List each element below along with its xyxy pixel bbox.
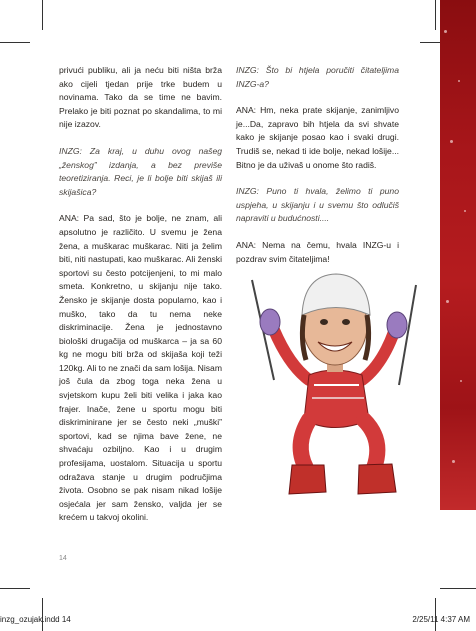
page-number: 14 — [59, 555, 67, 562]
crop-mark — [42, 0, 43, 30]
paragraph-question: INZG: Što bi htjela poručiti čitateljima INZG-a? — [236, 65, 399, 89]
crop-mark — [435, 0, 436, 30]
paragraph-answer: ANA: Nema na čemu, hvala INZG-u i pozdrav svim čitateljima! — [236, 239, 399, 264]
footer-file: inzg_ozujak.indd 14 — [0, 615, 71, 624]
paragraph-question: INZG: Za kraj, u duhu ovog našeg „ženskog” izdanja, a bez previše teoretiziranja. Reci, je li bolje biti skijaš ili skijašica? — [59, 145, 222, 197]
paragraph-answer: privući publiku, ali ja neću biti ništa brža ako cijeli tjedan prije trke budem u novinama. Tako da se time ne bavim. Prelako je biti poznat po skandalima, to mi nije izazov. — [59, 65, 222, 130]
paragraph-answer: ANA: Pa sad, što je bolje, ne znam, ali apsolutno je različito. U svemu je žena žena, a muškarac muškarac. Niti ja želim biti, niti nastupati, kao muškarac. Ali ženski sportovi su često potcijenjeni, to mi malo smeta. Konkretno, u skijanju nije tako. Žensko je skijanje dosta popularno, kao i muško, tako da tu nema neke diskriminacije. Žena je jednostavno biološki drugačija od muškarca – ja sa 60 kg ne mogu biti brža od skijaša koji teži 120kg. Ali to ne znači da sam lošija. Nisam još čula da zbog toga neka žena u svjetskom kupu želi biti velika i jaka kao frajer. Inače, žene u sportu mogu biti diskriminirane jer se često neki „muški” sportovi, kad se njima bave žene, ne shvaćaju ozbiljno. Kao i u drugim profesijama, uostalom. Situacija u sportu odražava stanje u drugim područjima života. Osobno se pak nisam nikad lošije osjećala jer sam žensko, valjda jer se krećem u takvoj okolini. — [59, 213, 222, 523]
decorative-stripe — [440, 0, 476, 510]
crop-mark — [0, 42, 30, 43]
caricature-skier-icon — [234, 270, 434, 500]
footer-date: 2/25/11 4:37 AM — [412, 615, 470, 624]
article-column-left — [59, 64, 222, 538]
crop-mark — [0, 588, 30, 589]
crop-mark — [440, 588, 476, 589]
paragraph-answer: ANA: Hm, neka prate skijanje, zanimljivo je...Da, zapravo bih htjela da svi shvate kako je skijanje posao kao i svaki drugi. Trudiš se, nekad ti ide bolje, nekad lošije... Bitno je da uživaš u onome što radiš. — [236, 105, 399, 170]
paragraph-question: INZG: Puno ti hvala, želimo ti puno uspjeha, u skijanju i u svemu što odlučiš napraviti u budućnosti.... — [236, 186, 399, 224]
article-column-right — [236, 64, 399, 279]
